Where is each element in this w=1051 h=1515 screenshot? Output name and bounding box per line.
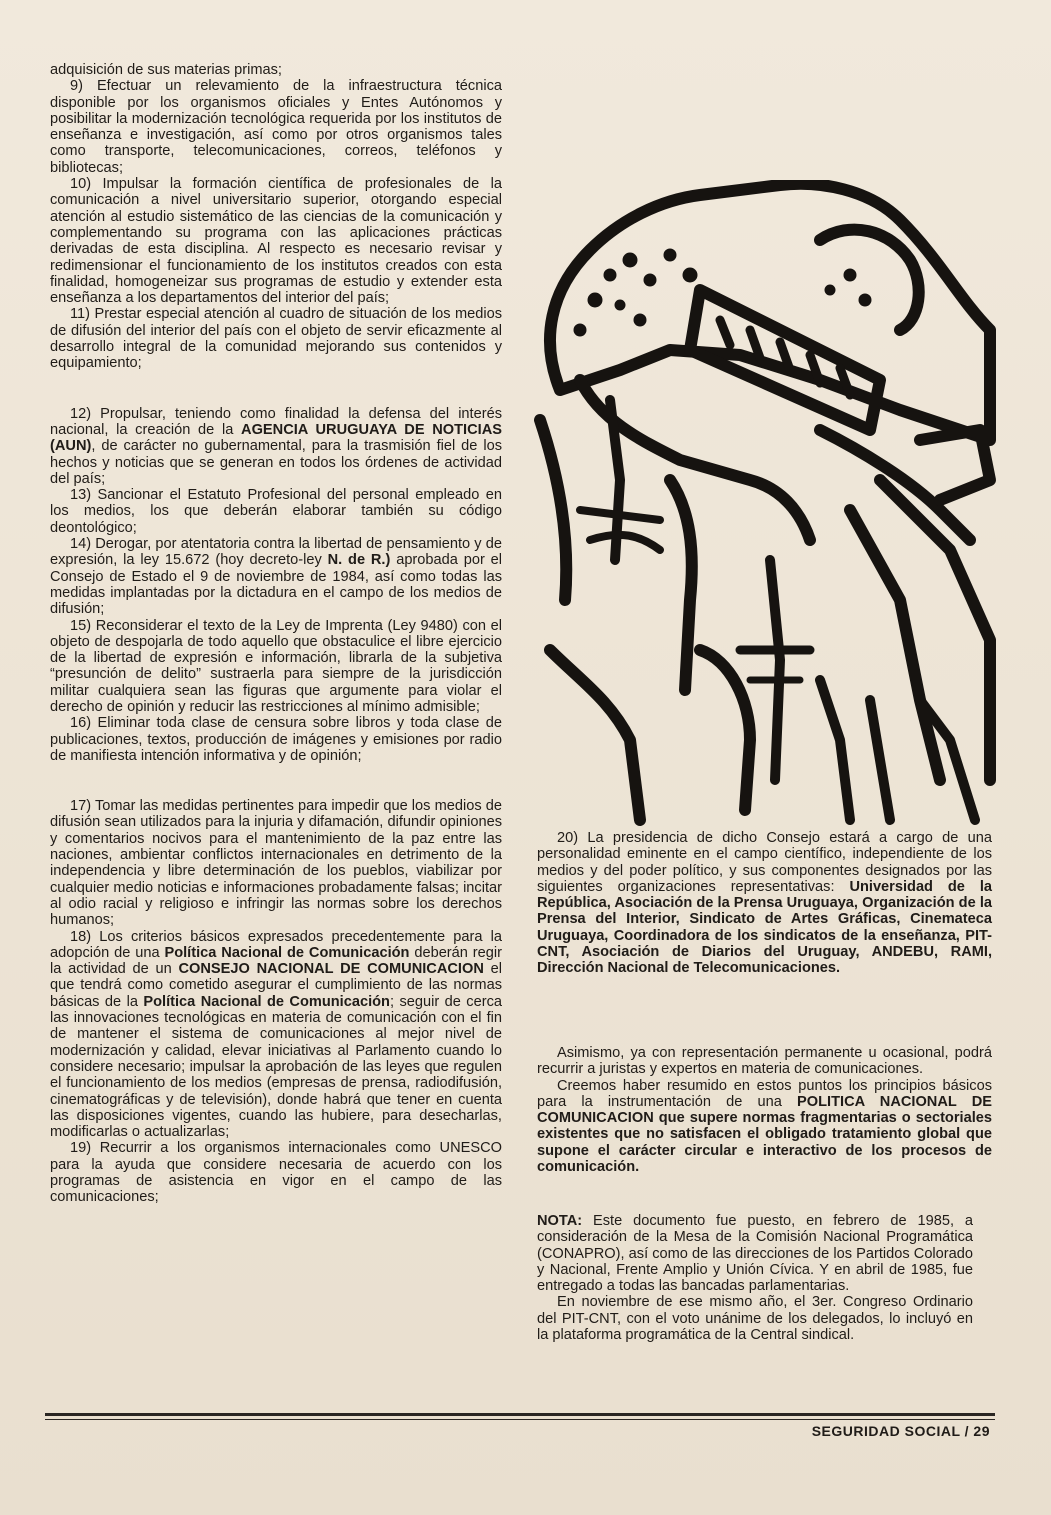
note-block — [537, 1213, 973, 1343]
note-paragraph: NOTA: Este documento fue puesto, en febrero de 1985, a consideración de la Mesa de la Comisión Nacional Programática (CONAPRO), así como de las direcciones de los Partidos Colorado y Nacional, Frente Amplio y Unión Cívica. Y en abril de 1985, fue entregado a todas las bancadas parlamentarias. — [537, 1213, 973, 1295]
page-footer: SEGURIDAD SOCIAL / 29 — [811, 1423, 990, 1439]
paragraph-item-15: 15) Reconsiderar el texto de la Ley de Imprenta (Ley 9480) con el objeto de despojarla de todo aquello que obstaculice el libre ejercicio de la libertad de expresión e información, librarla de la subjetiva “presunción de delito” sustraerla para siempre de la jurisdicción militar cualquiera sean las figuras que argumente para violar el derecho de opinión y reducir las restricciones al mínimo admisible; — [50, 617, 502, 715]
left-text-column — [50, 62, 502, 1206]
paragraph-item-10: 10) Impulsar la formación científica de profesionales de la comunicación a nivel universitario superior, otorgando especial atención al estudio sistemático de las ciencias de la comunicación y complementando su programa con las aplicaciones prácticas derivadas de esta disciplina. Al respecto es necesario revisar y redimensionar el funcionamiento de los institutos creados con esta finalidad, homogeneizar sus programas de estudio y extender esta enseñanza a los departamentos del interior del país; — [50, 176, 502, 307]
note-paragraph-2: En noviembre de ese mismo año, el 3er. Congreso Ordinario del PIT-CNT, con el voto unánime de los delegados, lo incluyó en la plataforma programática de la Central sindical. — [537, 1294, 973, 1344]
right-text-column-middle — [537, 1045, 992, 1175]
right-text-column-top — [537, 830, 992, 977]
paragraph-item-18: 18) Los criterios básicos expresados precedentemente para la adopción de una Política Nacional de Comunicación deberán regir la actividad de un CONSEJO NACIONAL DE COMUNICACION el que tendrá como cometido asegurar el cumplimiento de las normas básicas de la Política Nacional de Comunicación; seguir de cerca las innovaciones tecnológicas en materia de comunicación con el fin de mantener el sistema de comunicaciones al mejor nivel de modernización y calidad, elevar iniciativas al Parlamento cuando lo considere necesario; impulsar la aprobación de las leyes que regulen el funcionamiento de los medios (empresas de prensa, radiodifusión, cinematográficas y de televisión), donde habrá que tener en cuenta las disposiciones vigentes, cuando las hubiere, para desecharlas, modificarlas o actualizarlas; — [50, 928, 502, 1141]
paragraph: adquisición de sus materias primas; — [50, 62, 282, 78]
paragraph-item-17: 17) Tomar las medidas pertinentes para impedir que los medios de difusión sean utilizados para la injuria y difamación, difundir opiniones y comentarios nocivos para el mantenimiento de la paz entre las naciones, ambientar conflictos internacionales en detrimento de la independencia y libre determinación de los pueblos, viabilizar por cualquier medio noticias e informaciones probadamente falsas; incitar al odio racial y religioso e infringir las normas sobre los derechos humanos; — [50, 798, 502, 929]
paragraph-item-16: 16) Eliminar toda clase de censura sobre libros y toda clase de publicaciones, textos, producción de imágenes y emisiones por radio de manifiesta intención informativa y de opinión; — [50, 715, 502, 764]
paragraph-item-20: 20) La presidencia de dicho Consejo estará a cargo de una personalidad eminente en el campo científico, independiente de los medios y del poder político, y sus componentes designados por las siguientes organizaciones representativas: Universidad de la República, Asociación de la Prensa Uruguaya, Organización de la Prensa del Interior, Sindicato de Artes Gráficas, Cinemateca Uruguaya, Coordinadora de los sindicatos de la enseñanza, PIT-CNT, Asociación de Diarios del Uruguay, ANDEBU, RAMI, Dirección Nacional de Telecomunicaciones. — [537, 830, 992, 977]
paragraph-item-14: 14) Derogar, por atentatoria contra la libertad de pensamiento y de expresión, la ley 15.672 (hoy decreto-ley N. de R.) aprobada por el Consejo de Estado el 9 de noviembre de 1984, así como todas las medidas implantadas por la dictadura en el campo de los medios de difusión; — [50, 536, 502, 618]
paragraph-item-13: 13) Sancionar el Estatuto Profesional del personal empleado en los medios, los que deberán elaborar también su código deontológico; — [50, 487, 502, 536]
paragraph-item-11: 11) Prestar especial atención al cuadro de situación de los medios de difusión del interior del país con el objeto de servir eficazmente al desarrollo integral de la comunidad mejorando sus contenidos y equipamiento; — [50, 306, 502, 372]
paragraph-item-9: 9) Efectuar un relevamiento de la infraestructura técnica disponible por los organismos oficiales y Entes Autónomos y posibilitar la modernización tecnológica requerida por los institutos de enseñanza e investigación, así como por otros organismos tales como transporte, telecomunicaciones, correos, teléfonos y bibliotecas; — [50, 78, 502, 176]
footer-rule — [45, 1413, 995, 1416]
illustration-figures — [520, 180, 1000, 830]
footer-rule-thin — [45, 1419, 995, 1420]
note-label: NOTA: — [537, 1213, 583, 1229]
paragraph-item-12: 12) Propulsar, teniendo como finalidad la defensa del interés nacional, la creación de la AGENCIA URUGUAYA DE NOTICIAS (AUN), de carácter no gubernamental, para la trasmisión fiel de los hechos y noticias que se generan en todos los órdenes de actividad del país; — [50, 405, 502, 487]
paragraph: Asimismo, ya con representación permanente u ocasional, podrá recurrir a juristas y expertos en materia de comunicaciones. — [537, 1045, 992, 1078]
paragraph-item-19: 19) Recurrir a los organismos internacionales como UNESCO para la ayuda que considere necesaria de acuerdo con los programas de asistencia en vigor en el campo de las comunicaciones; — [50, 1140, 502, 1206]
paragraph-conclusion: Creemos haber resumido en estos puntos los principios básicos para la instrumentación de una POLITICA NACIONAL DE COMUNICACION que supere normas fragmentarias o sectoriales existentes que no satisfacen el obligado tratamiento global que supone el carácter circular e interactivo de los procesos de comunicación. — [537, 1077, 992, 1176]
